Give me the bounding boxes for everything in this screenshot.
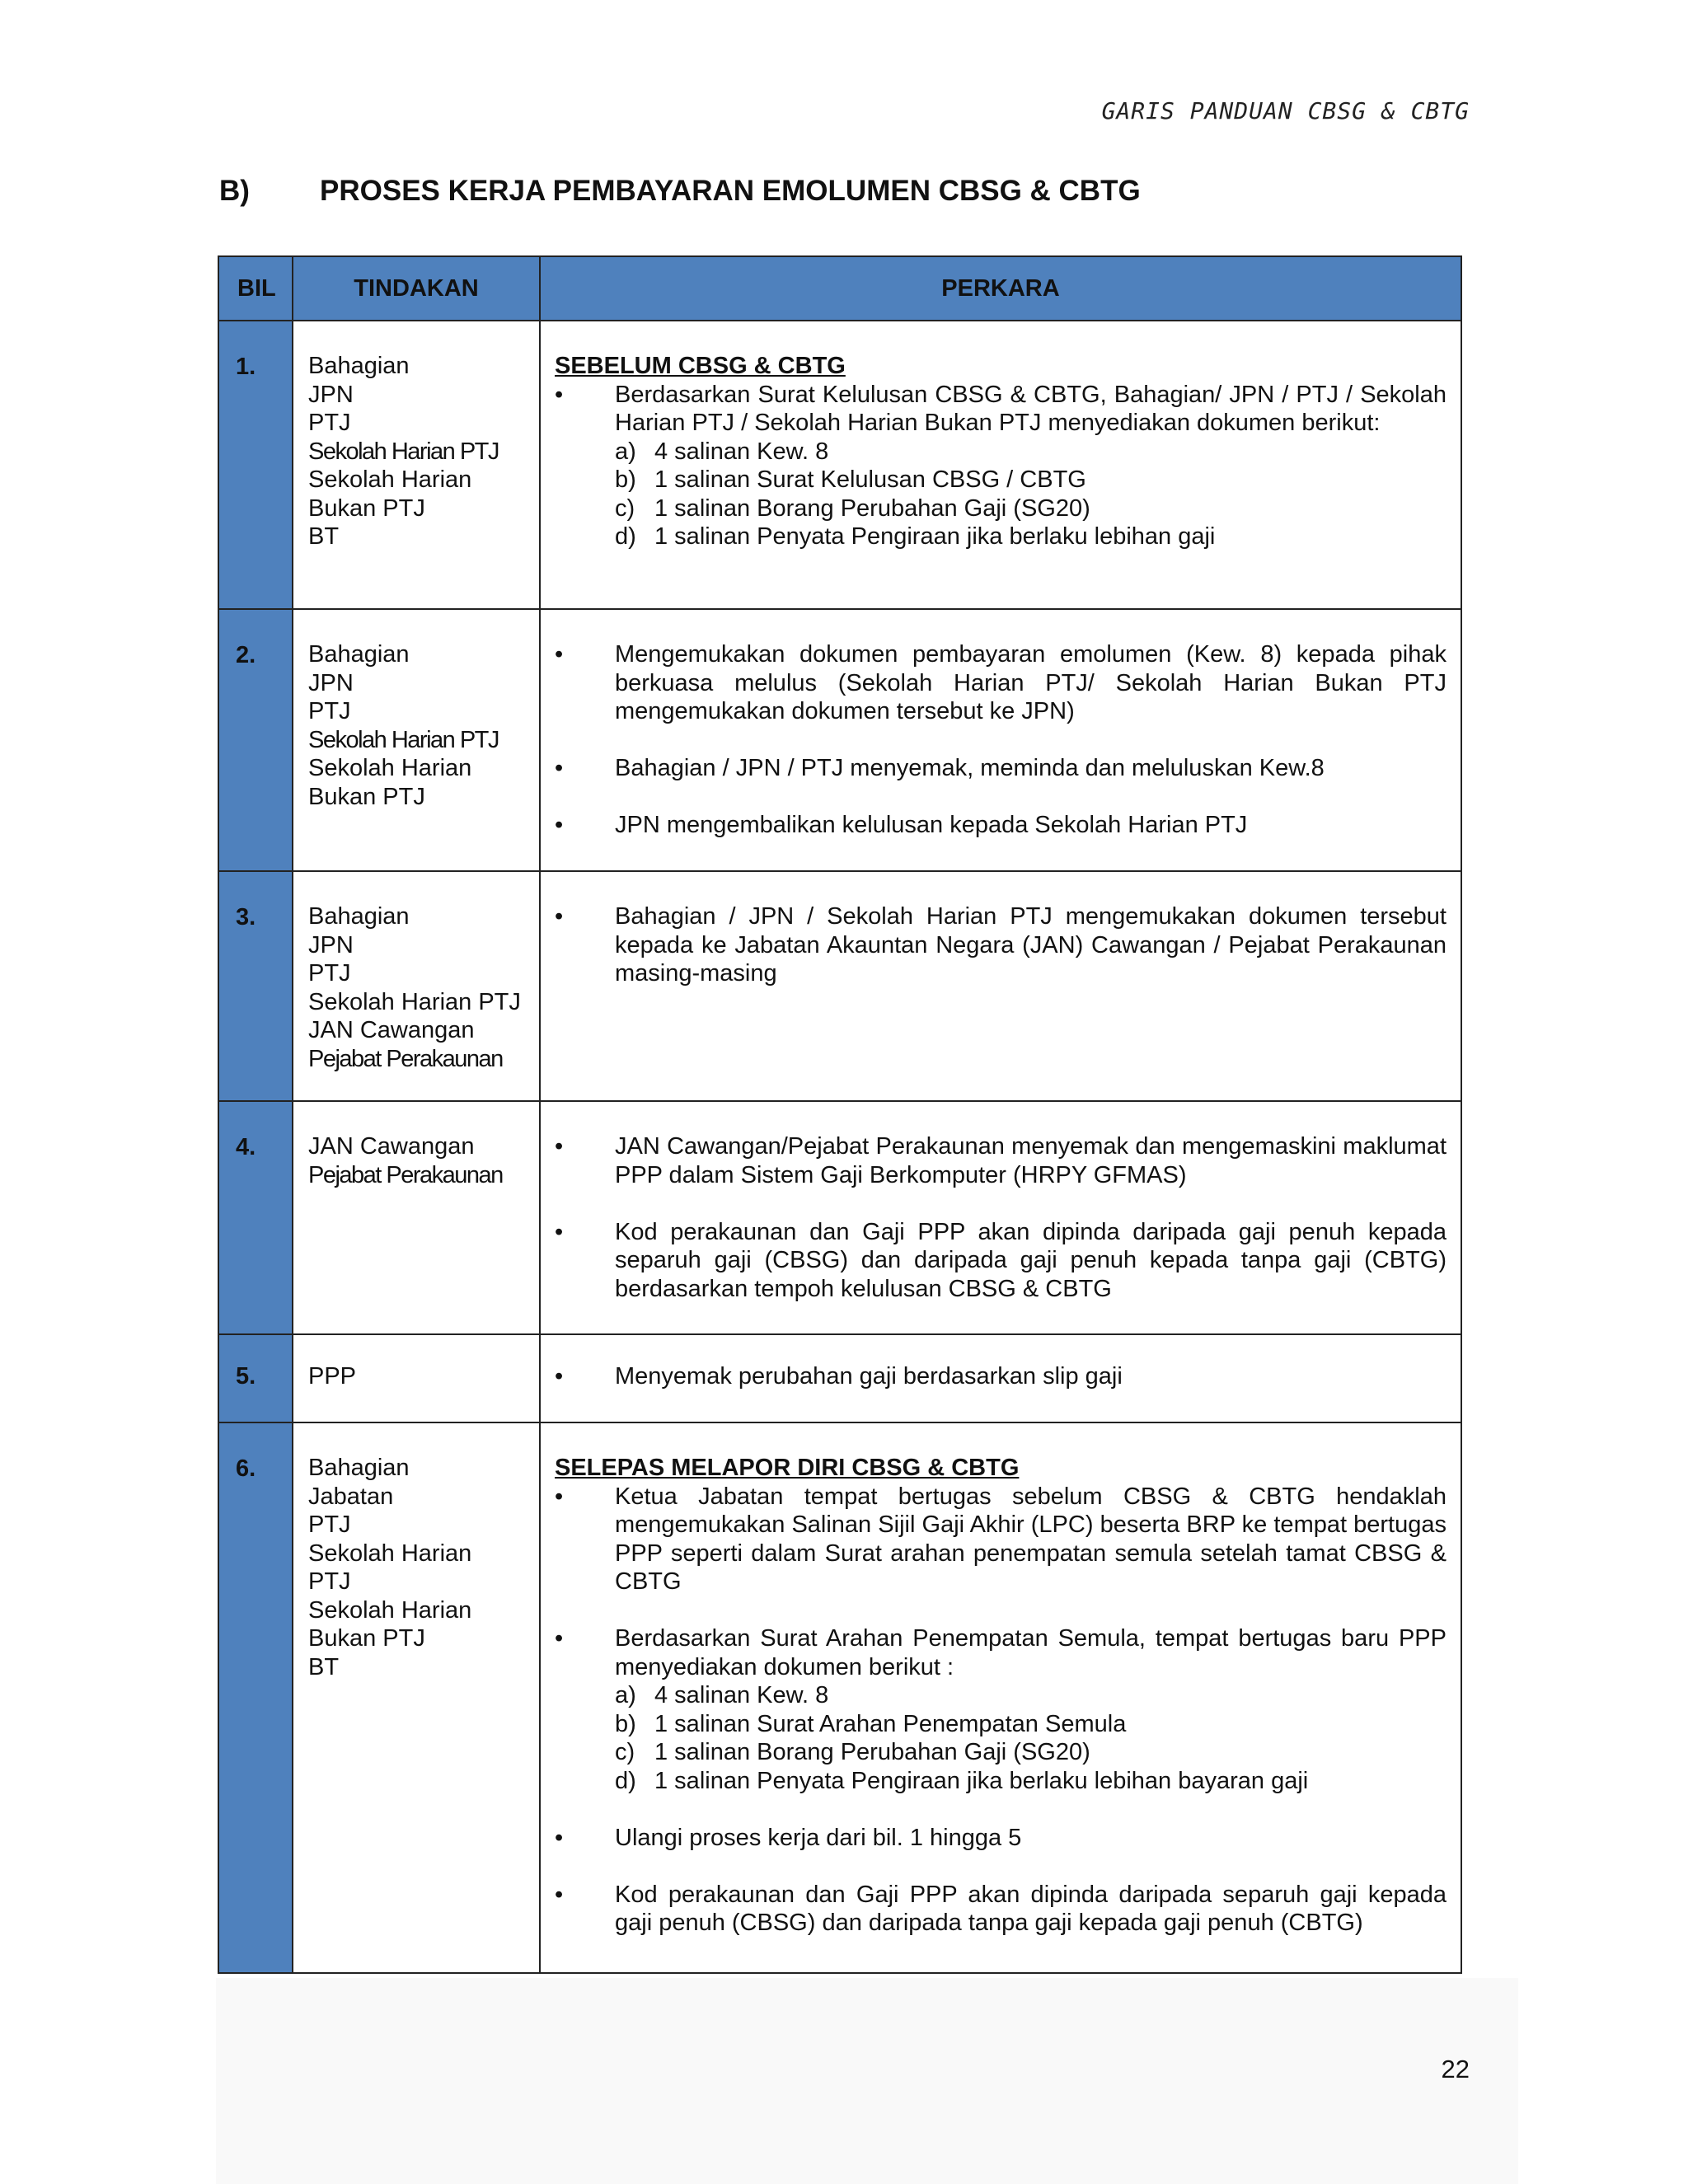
tindakan-item: Sekolah Harian (308, 1596, 472, 1624)
tindakan-item: Sekolah Harian (308, 1540, 472, 1567)
table-row (218, 1422, 1461, 1973)
sub-item (615, 523, 1447, 551)
perkara-cell (540, 1334, 1461, 1422)
tindakan-item: Sekolah Harian PTJ (308, 726, 499, 753)
table-row (218, 1101, 1461, 1334)
sub-item (615, 1681, 1447, 1710)
sub-text: 1 salinan Penyata Pengiraan jika berlaku lebihan gaji (654, 523, 1216, 550)
sub-item (615, 466, 1447, 494)
sub-list (615, 438, 1447, 551)
tindakan-item: JAN Cawangan (308, 1017, 475, 1043)
tindakan-cell (293, 1334, 540, 1422)
table-row (218, 871, 1461, 1101)
perkara-title: SEBELUM CBSG & CBTG (555, 353, 846, 379)
perkara-cell (540, 609, 1461, 871)
bullet-item: • Bahagian / JPN / Sekolah Harian PTJ mengemukakan dokumen tersebut kepada ke Jabatan Akauntan Negara (JAN) Cawangan / Pejabat Perakaunan masing-masing (555, 902, 1447, 988)
bullet-item: • JPN mengembalikan kelulusan kepada Sekolah Harian PTJ (555, 811, 1447, 840)
tindakan-item: Sekolah Harian PTJ (308, 438, 499, 465)
bullet-item: • Bahagian / JPN / PTJ menyemak, meminda dan meluluskan Kew.8 (555, 754, 1447, 783)
sub-letter: b) (615, 466, 636, 493)
sub-item (615, 1767, 1447, 1796)
sub-text: 1 salinan Penyata Pengiraan jika berlaku lebihan bayaran gaji (654, 1767, 1309, 1794)
sub-item (615, 494, 1447, 523)
sub-text: 4 salinan Kew. 8 (654, 438, 829, 465)
tindakan-item: PTJ (308, 410, 351, 436)
sub-letter: a) (615, 438, 636, 465)
tindakan-item: PTJ (308, 1568, 351, 1595)
tindakan-item: Pejabat Perakaunan (308, 1161, 503, 1188)
bullet-list (555, 1362, 1447, 1391)
bullet-item (555, 1624, 1447, 1795)
perkara-cell (540, 1422, 1461, 1973)
tindakan-item: Sekolah Harian (308, 466, 472, 493)
tindakan-cell (293, 609, 540, 871)
sub-letter: b) (615, 1710, 636, 1737)
sub-letter: c) (615, 494, 635, 522)
tindakan-cell (293, 1101, 540, 1334)
tindakan-item: Sekolah Harian PTJ (308, 988, 521, 1015)
page-number: 22 (1441, 2055, 1470, 2083)
process-table (218, 255, 1462, 1974)
tindakan-item: Bukan PTJ (308, 494, 425, 522)
bullet-list (555, 902, 1447, 988)
tindakan-item: Bahagian (308, 641, 410, 668)
running-header: GARIS PANDUAN CBSG & CBTG (1101, 97, 1470, 124)
tindakan-item: JPN (308, 669, 354, 696)
perkara-cell (540, 321, 1461, 609)
perkara-cell (540, 871, 1461, 1101)
row-number: 3. (218, 871, 293, 1101)
row-number: 1. (218, 321, 293, 609)
table-row (218, 609, 1461, 871)
table-row (218, 321, 1461, 609)
tindakan-item: JAN Cawangan (308, 1133, 475, 1160)
tindakan-item: Jabatan (308, 1483, 394, 1510)
sub-text: 1 salinan Borang Perubahan Gaji (SG20) (654, 1739, 1090, 1765)
bullet-item: • JAN Cawangan/Pejabat Perakaunan menyemak dan mengemaskini maklumat PPP dalam Sistem Gaji Berkomputer (HRPY GFMAS) (555, 1132, 1447, 1189)
column-header-tindakan: TINDAKAN (293, 256, 540, 321)
bullet-text: Berdasarkan Surat Arahan Penempatan Semula, tempat bertugas baru PPP menyediakan dokumen berikut : (615, 1625, 1447, 1680)
tindakan-item: Pejabat Perakaunan (308, 1045, 503, 1072)
sub-letter: d) (615, 523, 636, 550)
section-heading (219, 175, 1141, 208)
tindakan-item: BT (308, 1653, 340, 1680)
bullet-item: • Ulangi proses kerja dari bil. 1 hingga 5 (555, 1824, 1447, 1853)
sub-item (615, 1710, 1447, 1739)
bullet-item: • Ketua Jabatan tempat bertugas sebelum CBSG & CBTG hendaklah mengemukakan Salinan Sijil Gaji Akhir (LPC) beserta BRP ke tempat bertugas PPP seperti dalam Surat arahan penempatan semula setelah tamat CBSG & CBTG (555, 1483, 1447, 1596)
sub-item (615, 1738, 1447, 1767)
bullet-item: • Mengemukakan dokumen pembayaran emolumen (Kew. 8) kepada pihak berkuasa melulus (Sekolah Harian PTJ/ Sekolah Harian Bukan PTJ mengemukakan dokumen tersebut ke JPN) (555, 640, 1447, 726)
tindakan-item: Bukan PTJ (308, 1625, 425, 1652)
tindakan-item: JPN (308, 931, 354, 958)
table-row (218, 1334, 1461, 1422)
tindakan-item: Bahagian (308, 353, 410, 379)
tindakan-item: PTJ (308, 1511, 351, 1538)
tindakan-item: Bukan PTJ (308, 783, 425, 810)
tindakan-item: Bahagian (308, 903, 410, 930)
tindakan-item: Bahagian (308, 1455, 410, 1481)
section-number: B) (219, 175, 250, 207)
tindakan-item: BT (308, 523, 340, 550)
bullet-list (555, 640, 1447, 840)
tindakan-cell (293, 1422, 540, 1973)
bullet-list (555, 1483, 1447, 1938)
sub-letter: a) (615, 1682, 636, 1708)
sub-list (615, 1681, 1447, 1795)
sub-text: 4 salinan Kew. 8 (654, 1682, 829, 1708)
bullet-list (555, 381, 1447, 551)
tindakan-item: JPN (308, 381, 354, 408)
tindakan-item: PPP (308, 1363, 357, 1390)
sub-item (615, 438, 1447, 466)
sub-text: 1 salinan Borang Perubahan Gaji (SG20) (654, 494, 1090, 522)
tindakan-cell (293, 871, 540, 1101)
row-number: 6. (218, 1422, 293, 1973)
perkara-cell (540, 1101, 1461, 1334)
section-title: PROSES KERJA PEMBAYARAN EMOLUMEN CBSG & CBTG (320, 175, 1141, 207)
perkara-title: SELEPAS MELAPOR DIRI CBSG & CBTG (555, 1455, 1020, 1481)
sub-text: 1 salinan Surat Kelulusan CBSG / CBTG (654, 466, 1086, 493)
sub-text: 1 salinan Surat Arahan Penempatan Semula (654, 1710, 1127, 1737)
tindakan-cell (293, 321, 540, 609)
sub-letter: c) (615, 1739, 635, 1765)
table-header-row (218, 256, 1461, 321)
bullet-list (555, 1132, 1447, 1303)
bullet-text: Berdasarkan Surat Kelulusan CBSG & CBTG, Bahagian/ JPN / PTJ / Sekolah Harian PTJ / Sekolah Harian Bukan PTJ menyediakan dokumen berikut: (615, 381, 1447, 436)
bullet-item: • Menyemak perubahan gaji berdasarkan slip gaji (555, 1362, 1447, 1391)
tindakan-item: PTJ (308, 698, 351, 724)
bullet-item (555, 381, 1447, 551)
page-shade (216, 1978, 1518, 2184)
row-number: 4. (218, 1101, 293, 1334)
sub-letter: d) (615, 1767, 636, 1794)
tindakan-item: PTJ (308, 960, 351, 987)
row-number: 5. (218, 1334, 293, 1422)
column-header-perkara: PERKARA (540, 256, 1461, 321)
tindakan-item: Sekolah Harian (308, 755, 472, 781)
column-header-bil: BIL (218, 256, 293, 321)
bullet-item: • Kod perakaunan dan Gaji PPP akan dipinda daripada separuh gaji kepada gaji penuh (CBSG) dan daripada tanpa gaji kepada gaji penuh (CBTG) (555, 1881, 1447, 1938)
row-number: 2. (218, 609, 293, 871)
bullet-item: • Kod perakaunan dan Gaji PPP akan dipinda daripada gaji penuh kepada separuh gaji (CBSG) dan daripada gaji penuh kepada tanpa gaji (CBTG) berdasarkan tempoh kelulusan CBSG & CBTG (555, 1218, 1447, 1304)
